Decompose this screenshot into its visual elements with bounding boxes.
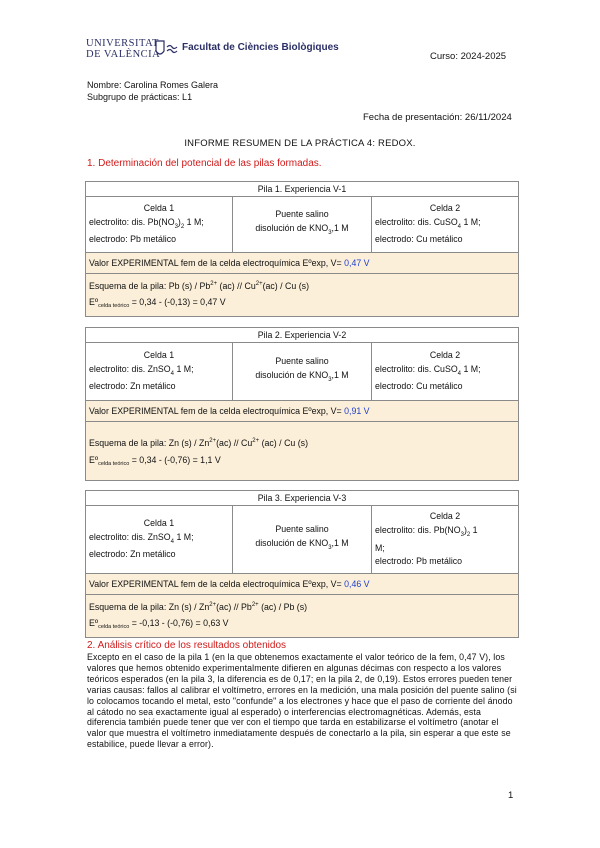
pila3-celda1-electrodo: electrodo: Zn metálico bbox=[89, 549, 176, 560]
pila2-valor: 0,91 V bbox=[344, 406, 370, 416]
pila3-celda1 bbox=[86, 506, 233, 574]
pila2-celda1-electrolito: electrolito: dis. ZnSO$_4$ 1 M; bbox=[89, 363, 194, 377]
pila1-valor-row bbox=[86, 253, 519, 274]
pila1-valor-label: Valor EXPERIMENTAL fem de la celda electroquímica Eºexp, V= bbox=[89, 258, 342, 268]
pila1-esquema: Esquema de la pila: Pb $(s) / Pb^{2+}$ $(ac) // Cu^{2+}(ac)$ / Cu (s) bbox=[89, 280, 310, 291]
analysis-paragraph: Excepto en el caso de la pila 1 (en la que obtenemos exactamente el valor teórico de la fem, 0,47 V), los valores que hemos obtenido experimentalmente difieren en algunas décimas con respecto a los valores teóricos esperados (en la pila 3, la diferencia es de 0,17; en la pila 2, de 0,19). Estos errores pueden tener varias causas: fallos al calibrar el voltímetro, errores en la medición, una mala posición del puente salino (si lo colocamos tocando el metal, esto "confunde" a los electrones y hace que el paso de corriente del ánodo al cátodo no sea exactamente igual al esperado) o interferencias electromagnéticas. Además, esta diferencia también puede tener que ver con el tiempo que tarda en estabilizarse el voltímetro (anotar el valor que muestra el voltímetro inmediatamente después de conectarlo a la pila, sin esperar a que este se estabilice, puede llevar a error). bbox=[87, 652, 517, 750]
pila2-esquema-row bbox=[86, 422, 519, 481]
university-line2: DE VALÈNCIA bbox=[86, 49, 161, 60]
pila2-celda1-electrodo: electrodo: Zn metálico bbox=[89, 381, 176, 392]
pila3-puente-title: Puente salino bbox=[275, 524, 329, 535]
pila2-celda1-title: Celda 1 bbox=[143, 349, 175, 360]
pila1-celda1-electrolito: electrolito: dis. $Pb(NO_3)_2$ 1 M; bbox=[89, 216, 204, 230]
pila2-celda2 bbox=[372, 343, 519, 401]
pila1-puente bbox=[232, 197, 371, 253]
pila3-esquema: Esquema de la pila: Zn $(s) / Zn^{2+}(ac) // Pb^{2+}$ (ac) / Pb (s) bbox=[89, 601, 308, 612]
report-title: INFORME RESUMEN DE LA PRÁCTICA 4: REDOX. bbox=[184, 138, 416, 149]
pila1-eo: Eº$_{celda teórico}$ = 0,34 - (-0,13) = 0,47 V bbox=[89, 296, 226, 309]
pila1-celda2-title: Celda 2 bbox=[429, 202, 461, 213]
pila3-valor: 0,46 V bbox=[344, 579, 370, 589]
pila2-valor-row bbox=[86, 401, 519, 422]
pila3-eo: Eº$_{celda teórico}$ = -0,13 - (-0,76) = 0,63 V bbox=[89, 617, 229, 630]
pila3-valor-row bbox=[86, 574, 519, 595]
pila3-celda2-electrodo: electrodo: Pb metálico bbox=[375, 555, 463, 566]
pila3-esquema-row bbox=[86, 595, 519, 638]
university-line1: UNIVERSITAT bbox=[86, 38, 159, 49]
pila3-title: Pila 3. Experiencia V-3 bbox=[86, 491, 519, 506]
university-name bbox=[86, 38, 160, 60]
course-year: Curso: 2024-2025 bbox=[430, 51, 507, 62]
pila2-valor-label: Valor EXPERIMENTAL fem de la celda electroquímica Eºexp, V= bbox=[89, 406, 342, 416]
pila3-celda2 bbox=[372, 506, 519, 574]
pila1-celda2 bbox=[372, 197, 519, 253]
student-name: Nombre: Carolina Romes Galera bbox=[87, 80, 219, 90]
pila2-celda2-title: Celda 2 bbox=[429, 349, 461, 360]
student-subgroup: Subgrupo de prácticas: L1 bbox=[87, 91, 193, 102]
pila1-celda1-electrodo: electrodo: Pb metálico bbox=[89, 234, 177, 245]
pila1-puente-text: disolución de $KNO_3,1$ M bbox=[255, 223, 349, 236]
section2-title: 2. Análisis crítico de los resultados obtenidos bbox=[87, 640, 286, 651]
pila3-celda2-electrolito: electrolito: dis. $Pb(NO_3)_2$ 1 bbox=[375, 525, 478, 538]
pila3-celda2-electrolito-cont: M; bbox=[375, 542, 385, 553]
pila2-celda2-electrolito: electrolito: dis. CuSO$_4$ 1 M; bbox=[375, 363, 481, 377]
page-number: 1 bbox=[508, 790, 514, 801]
pila1-celda1-title: Celda 1 bbox=[143, 202, 175, 213]
pila2-table bbox=[85, 327, 519, 481]
pila1-table bbox=[85, 181, 519, 317]
pila2-puente-title: Puente salino bbox=[275, 356, 329, 367]
pila2-esquema: Esquema de la pila: Zn $(s) / Zn^{2+}(ac) // Cu^{2+}$ (ac) / Cu (s) bbox=[89, 437, 309, 448]
pila2-puente bbox=[232, 343, 371, 401]
student-info bbox=[87, 80, 218, 103]
pila3-puente-text: disolución de $KNO_3,1$ M bbox=[255, 538, 349, 551]
pila1-title: Pila 1. Experiencia V-1 bbox=[86, 182, 519, 197]
pila2-celda1 bbox=[86, 343, 233, 401]
pila3-celda2-title: Celda 2 bbox=[429, 511, 461, 522]
pila2-puente-text: disolución de $KNO_3,1$ M bbox=[255, 370, 349, 383]
pila1-puente-title: Puente salino bbox=[275, 209, 329, 220]
pila3-celda1-electrolito: electrolito: dis. ZnSO$_4$ 1 M; bbox=[89, 531, 194, 545]
university-logo bbox=[86, 38, 356, 64]
pila2-title: Pila 2. Experiencia V-2 bbox=[86, 328, 519, 343]
section1-title: 1. Determinación del potencial de las pilas formadas. bbox=[87, 158, 322, 169]
faculty-name: Facultat de Ciències Biològiques bbox=[182, 42, 339, 53]
pila3-puente bbox=[232, 506, 371, 574]
pila1-esquema-row bbox=[86, 274, 519, 317]
pila1-celda2-electrolito: electrolito: dis. CuSO$_4$ 1 M; bbox=[375, 216, 481, 230]
pila1-celda1 bbox=[86, 197, 233, 253]
pila2-celda2-electrodo: electrodo: Cu metálico bbox=[375, 381, 463, 392]
pila2-eo: Eº$_{celda teórico}$ = 0,34 - (-0,76) = 1,1 V bbox=[89, 454, 221, 467]
pila3-celda1-title: Celda 1 bbox=[143, 517, 175, 528]
pila3-table bbox=[85, 490, 519, 638]
pila1-celda2-electrodo: electrodo: Cu metálico bbox=[375, 234, 463, 245]
presentation-date: Fecha de presentación: 26/11/2024 bbox=[363, 112, 512, 123]
emblem-icon bbox=[154, 39, 178, 59]
pila1-valor: 0,47 V bbox=[344, 258, 370, 268]
pila3-valor-label: Valor EXPERIMENTAL fem de la celda electroquímica Eºexp, V= bbox=[89, 579, 342, 589]
